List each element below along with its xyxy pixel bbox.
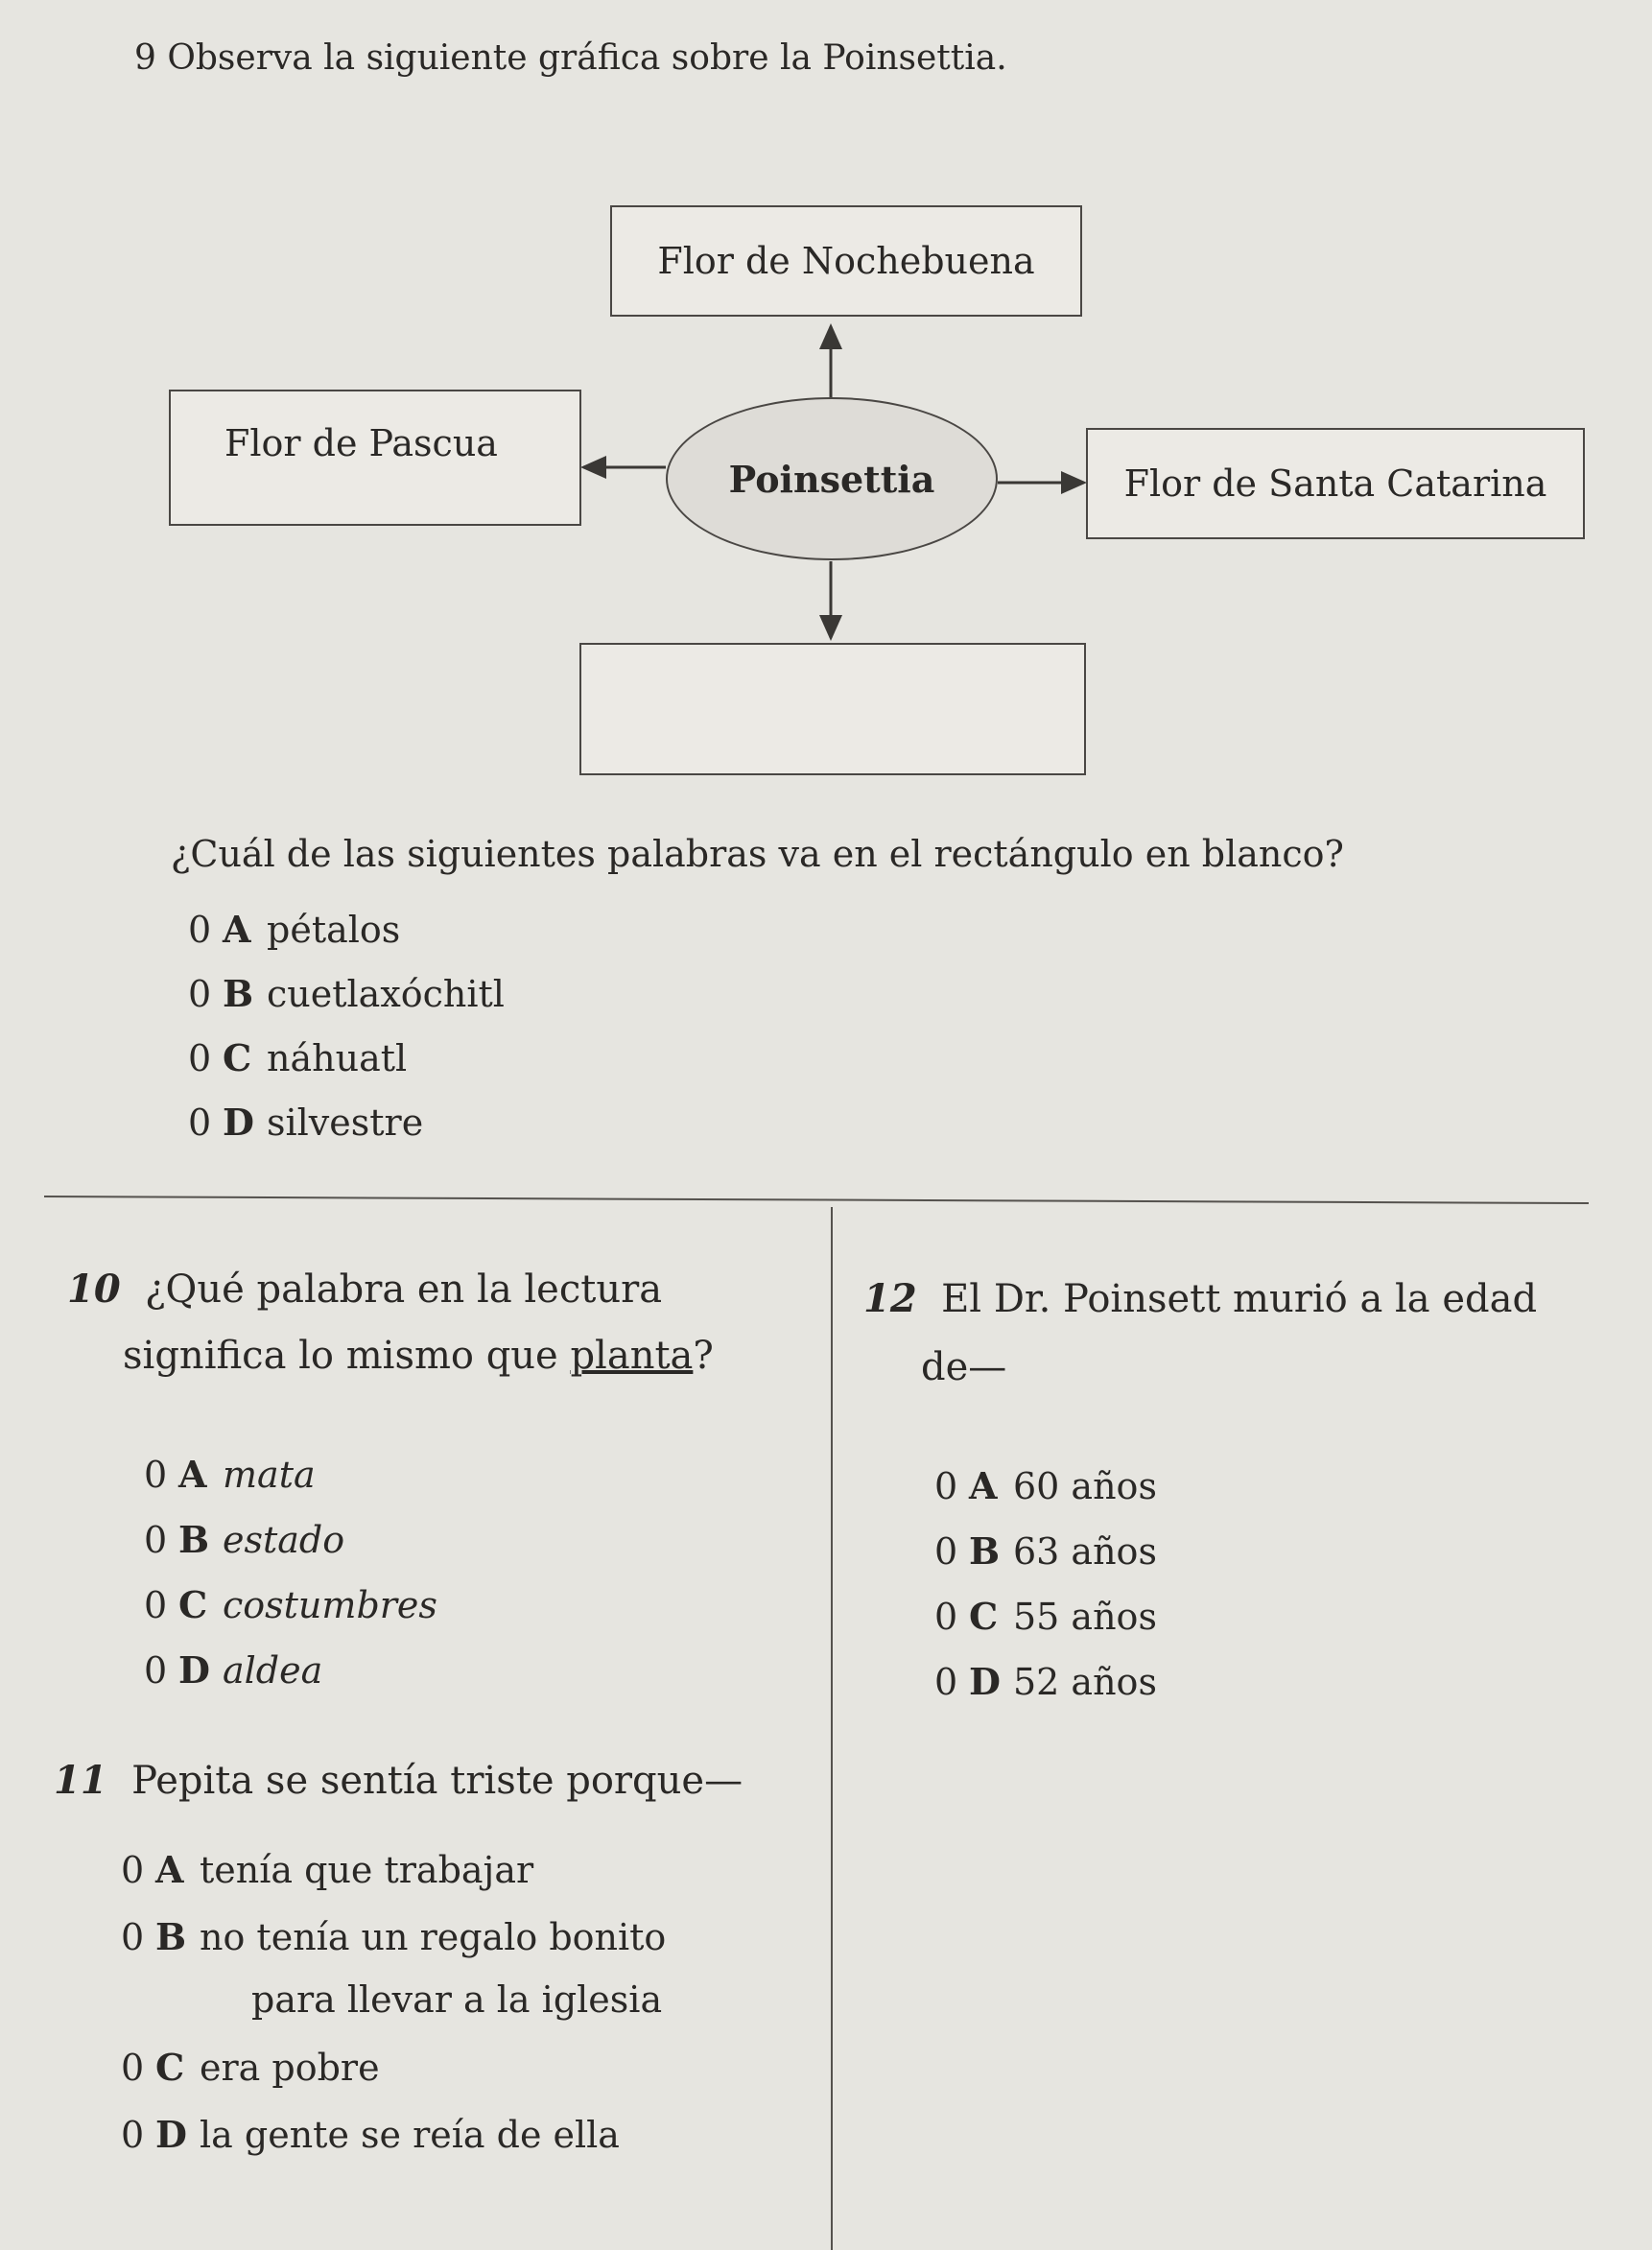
q9-option-a[interactable]: 0 A pétalos — [188, 908, 401, 951]
box-bottom-blank — [579, 643, 1086, 775]
answer-bubble[interactable]: 0 — [188, 909, 212, 951]
question-12-options — [934, 1464, 1157, 1725]
answer-bubble[interactable]: 0 — [934, 1661, 958, 1703]
q12-option-c[interactable]: 0 C 55 años — [934, 1595, 1157, 1638]
question-12-line2: de— — [921, 1345, 1007, 1389]
question-10-options — [144, 1453, 437, 1714]
box-right-label: Flor de Santa Catarina — [1123, 462, 1547, 505]
q10-option-b[interactable]: 0 B estado — [144, 1518, 345, 1561]
question-12-number: 12 — [863, 1276, 917, 1321]
answer-bubble[interactable]: 0 — [121, 1849, 145, 1891]
question-10-line1: 10 ¿Qué palabra en la lectura — [67, 1267, 663, 1312]
q12-option-d[interactable]: 0 D 52 años — [934, 1660, 1157, 1703]
answer-bubble[interactable]: 0 — [934, 1530, 958, 1573]
q9-option-d[interactable]: 0 D silvestre — [188, 1101, 424, 1144]
answer-bubble[interactable]: 0 — [144, 1584, 168, 1626]
question-10-line2: significa lo mismo que planta? — [123, 1334, 714, 1378]
answer-bubble[interactable]: 0 — [144, 1649, 168, 1692]
q11-option-b[interactable]: 0 B no tenía un regalo bonito — [121, 1915, 667, 1958]
question-11-prompt: 11 Pepita se sentía triste porque— — [54, 1758, 743, 1803]
q9-option-b[interactable]: 0 B cuetlaxóchitl — [188, 972, 505, 1015]
q11-option-c[interactable]: 0 C era pobre — [121, 2046, 380, 2089]
question-9-number: 9 — [134, 38, 156, 78]
center-ellipse — [666, 397, 998, 560]
box-left-label: Flor de Pascua — [224, 422, 498, 464]
q11-option-b-line2: para llevar a la iglesia — [251, 1978, 663, 2021]
answer-bubble[interactable]: 0 — [144, 1519, 168, 1561]
answer-bubble[interactable]: 0 — [121, 1916, 145, 1958]
q11-option-a[interactable]: 0 A tenía que trabajar — [121, 1848, 534, 1891]
horizontal-divider — [44, 1196, 1589, 1204]
box-top-label: Flor de Nochebuena — [657, 240, 1035, 282]
q12-option-b[interactable]: 0 B 63 años — [934, 1529, 1157, 1573]
question-10-number: 10 — [67, 1267, 121, 1312]
question-9-question: ¿Cuál de las siguientes palabras va en el rectángulo en blanco? — [171, 833, 1344, 875]
q10-option-c[interactable]: 0 C costumbres — [144, 1583, 437, 1626]
box-top — [610, 205, 1082, 317]
underlined-word: planta — [570, 1334, 694, 1378]
question-9-options — [188, 908, 505, 1165]
q11-option-d[interactable]: 0 D la gente se reía de ella — [121, 2113, 620, 2156]
answer-bubble[interactable]: 0 — [934, 1465, 958, 1507]
box-right — [1086, 428, 1585, 539]
answer-bubble[interactable]: 0 — [121, 2047, 145, 2089]
q10-option-a[interactable]: 0 A mata — [144, 1453, 316, 1496]
question-12-line1: 12 El Dr. Poinsett murió a la edad — [863, 1276, 1538, 1321]
question-9-text: Observa la siguiente gráfica sobre la Poinsettia. — [167, 38, 1007, 78]
question-11-options — [121, 1848, 666, 2180]
answer-bubble[interactable]: 0 — [188, 1037, 212, 1079]
center-label: Poinsettia — [728, 457, 935, 501]
question-11-number: 11 — [54, 1758, 107, 1803]
box-left — [169, 390, 581, 526]
vertical-divider — [831, 1207, 833, 2250]
answer-bubble[interactable]: 0 — [934, 1596, 958, 1638]
q10-option-d[interactable]: 0 D aldea — [144, 1648, 323, 1692]
answer-bubble[interactable]: 0 — [121, 2114, 145, 2156]
q9-option-c[interactable]: 0 C náhuatl — [188, 1036, 408, 1079]
answer-bubble[interactable]: 0 — [188, 973, 212, 1015]
answer-bubble[interactable]: 0 — [144, 1454, 168, 1496]
answer-bubble[interactable]: 0 — [188, 1101, 212, 1144]
q12-option-a[interactable]: 0 A 60 años — [934, 1464, 1157, 1507]
